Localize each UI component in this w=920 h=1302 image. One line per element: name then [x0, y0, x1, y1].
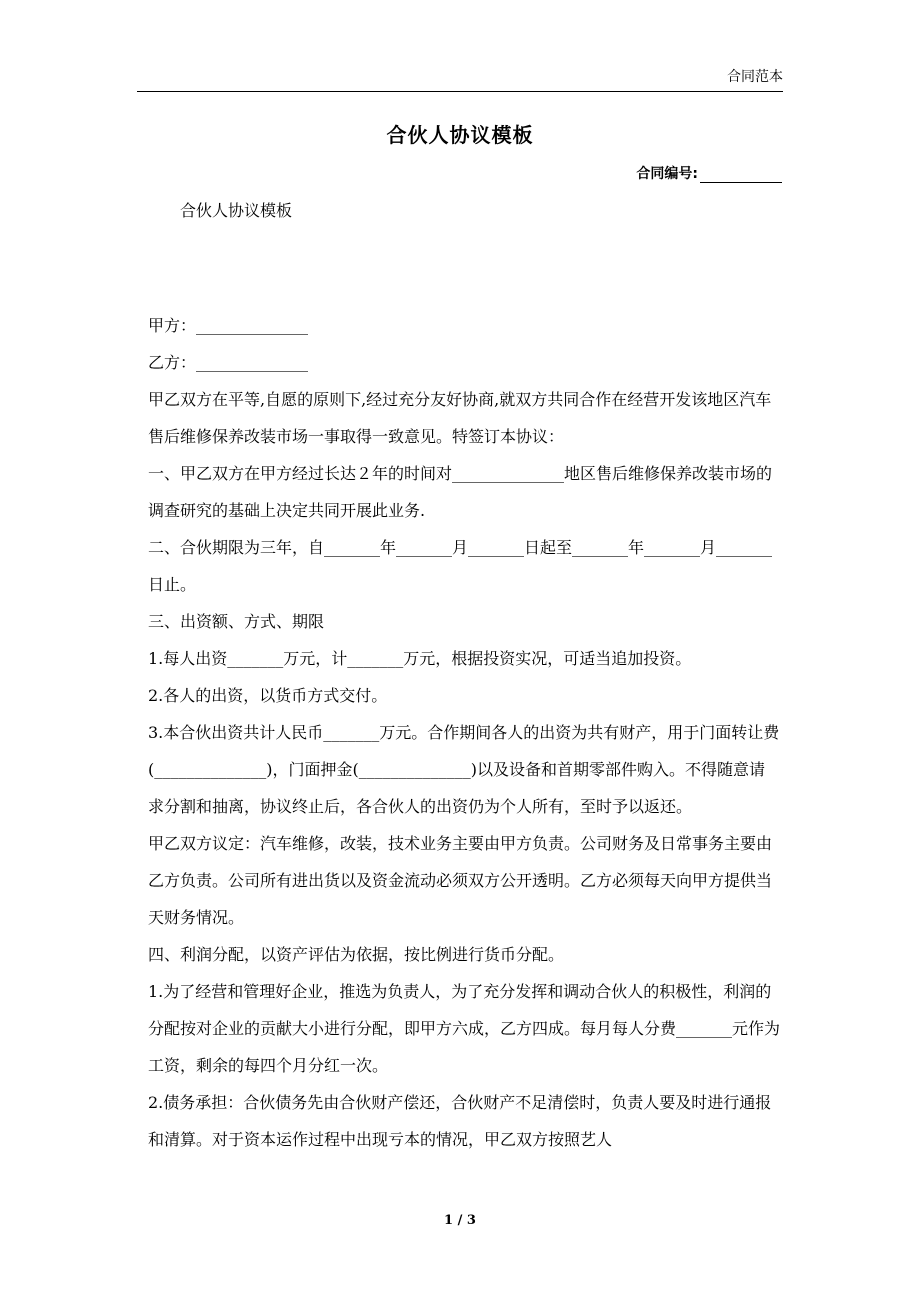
document-body: [140, 307, 780, 1158]
document-title: 合伙人协议模板: [386, 123, 534, 147]
contract-number: [636, 163, 782, 183]
paragraph-clause-4-2: 2.债务承担：合伙债务先由合伙财产偿还，合伙财产不足清偿时，负责人要及时进行通报和清算。对于资本运作过程中出现亏本的情况，甲乙双方按照艺人: [148, 1093, 772, 1149]
paragraph-clause-3-heading: 三、出资额、方式、期限: [148, 612, 325, 631]
paragraph-preamble: 甲乙双方在平等,自愿的原则下,经过充分友好协商,就双方共同合作在经营开发该地区汽车售后维修保养改装市场一事取得一致意见。特签订本协议：: [148, 390, 772, 446]
paragraph-duties: 甲乙双方议定：汽车维修，改装，技术业务主要由甲方负责。公司财务及日常事务主要由乙方负责。公司所有进出货以及资金流动必须双方公开透明。乙方必须每天向甲方提供当天财务情况。: [148, 834, 773, 927]
paragraph-party-b: 乙方：______________: [148, 353, 309, 372]
paragraph-clause-4-heading: 四、利润分配，以资产评估为依据，按比例进行货币分配。: [148, 945, 565, 964]
contract-number-blank: [700, 166, 782, 183]
page-indicator: 1 / 3: [444, 1213, 476, 1228]
paragraph-clause-3-1: 1.每人出资_______万元，计_______万元，根据投资实况，可适当追加投资。: [148, 649, 692, 668]
paragraph-clause-4-1: 1.为了经营和管理好企业，推选为负责人，为了充分发挥和调动合伙人的积极性，利润的分配按对企业的贡献大小进行分配，即甲方六成，乙方四成。每月每人分费_______元作为工资，剩余的每四个月分红一次。: [148, 982, 781, 1075]
header-divider: [137, 91, 783, 92]
contract-number-label: 合同编号:: [636, 166, 698, 182]
paragraph-clause-3-3: 3.本合伙出资共计人民币_______万元。合作期间各人的出资为共有财产，用于门面转让费(______________)，门面押金(______________)以及设备和首期零部件购入。不得随意请求分割和抽离，协议终止后，各合伙人的出资仍为个人所有，至时予以返还。: [148, 723, 780, 816]
document-subtitle: 合伙人协议模板: [180, 201, 293, 220]
header-label: 合同范本: [727, 69, 783, 85]
paragraph-clause-2: 二、合伙期限为三年，自_______年_______月_______日起至_______年_______月_______日止。: [148, 538, 773, 594]
paragraph-clause-3-2: 2.各人的出资，以货币方式交付。: [148, 686, 388, 705]
paragraph-party-a: 甲方：______________: [148, 316, 309, 335]
paragraph-clause-1: 一、甲乙双方在甲方经过长达２年的时间对______________地区售后维修保养改装市场的调查研究的基础上决定共同开展此业务.: [148, 464, 773, 520]
